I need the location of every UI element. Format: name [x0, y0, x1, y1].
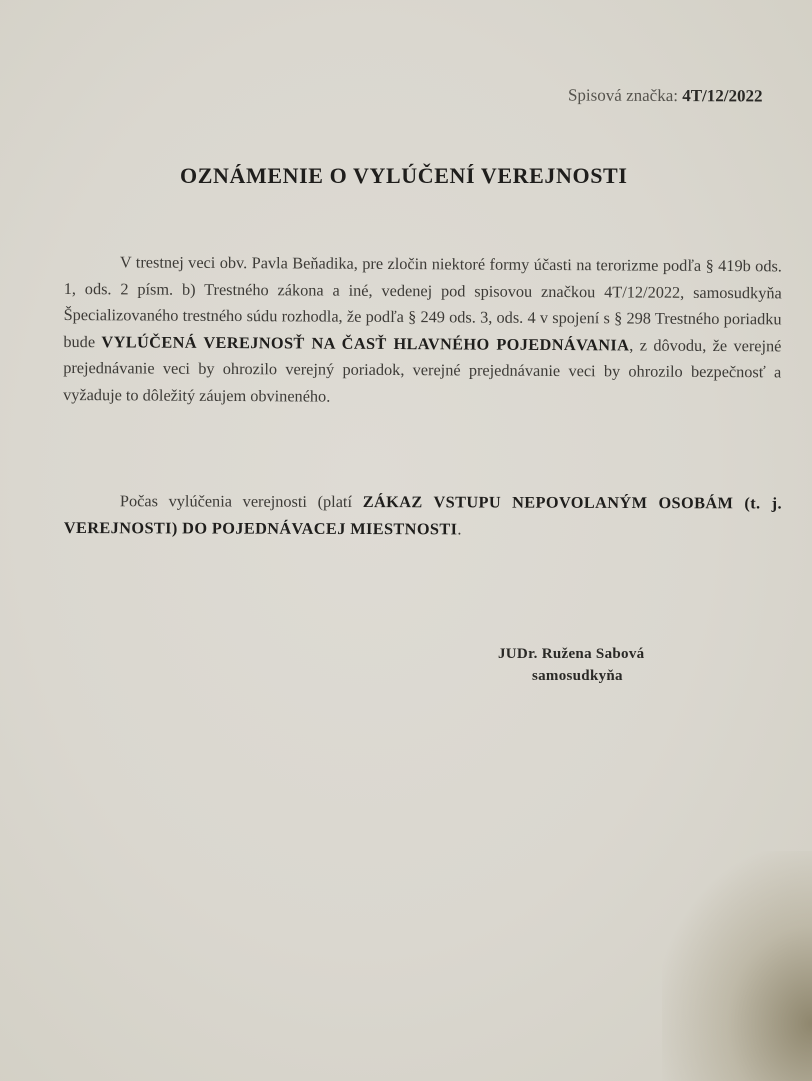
- paragraph-decision-text-a: V trestnej veci obv. Pavla Beňadika, pre zločin niektoré formy účasti na terorizme podľa § 419b ods. 1, ods. 2 písm. b) Trestného zákona a iné, vedenej pod spisovou značkou 4T/12/2022, samosudkyňa Špecializovaného trestného súdu rozhodla, že podľa § 249 ods. 3, ods. 4 v spojení s § 298 Trestného poriadku bude: [63, 252, 782, 351]
- paragraph-entry-ban: [64, 488, 782, 544]
- paragraph-decision-text-b: , z dôvodu, že verejné prejednávanie veci by ohrozilo verejný poriadok, verejné prejednávanie veci by ohrozilo bezpečnosť a vyžaduje to dôležitý záujem obvineného.: [63, 334, 782, 406]
- paragraph-entry-ban-text-a: Počas vylúčenia verejnosti (platí: [119, 491, 363, 512]
- photo-shadow: [662, 851, 812, 1081]
- paragraph-decision-bold: VYLÚČENÁ VEREJNOSŤ NA ČASŤ HLAVNÉHO POJEDNÁVANIA: [101, 331, 630, 354]
- document-title: OZNÁMENIE O VYLÚČENÍ VEREJNOSTI: [180, 163, 628, 188]
- signature-role: samosudkyňa: [532, 668, 623, 684]
- reference-label: Spisová značka:: [567, 85, 679, 106]
- paragraph-entry-ban-text-b: .: [457, 518, 462, 538]
- paragraph-entry-ban-bold: ZÁKAZ VSTUPU NEPOVOLANÝM OSOBÁM (t. j. VEREJNOSTI) DO POJEDNÁVACEJ MIESTNOSTI: [63, 492, 782, 538]
- signature-name: JUDr. Ružena Sabová: [498, 646, 645, 662]
- paragraph-decision: [63, 249, 782, 412]
- signature-block: [498, 643, 644, 687]
- case-reference: [568, 85, 763, 106]
- reference-number: 4T/12/2022: [682, 86, 763, 106]
